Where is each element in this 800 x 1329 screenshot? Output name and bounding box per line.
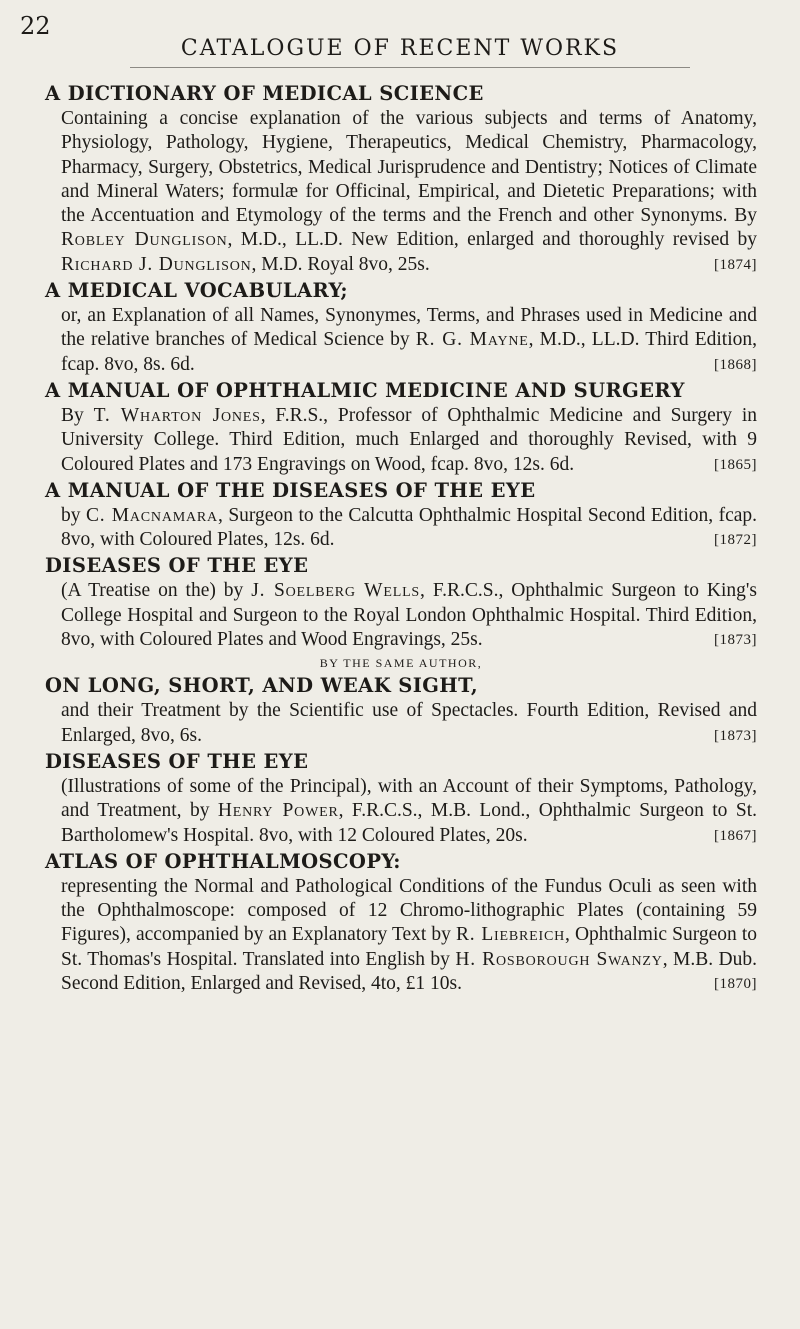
entry-author: J. Soelberg Wells (251, 580, 421, 602)
entry-title: ON LONG, SHORT, AND WEAK SIGHT, (45, 674, 479, 698)
catalogue-entry (45, 80, 757, 277)
entry-text: , M.D., LL.D. New Edition, enlarged and thoroughly revised by (227, 229, 757, 251)
entry-text: representing the Normal and Pathological Conditions of the Fundus Oculi as seen with the Ophthalmoscope: composed of 12 Chromo-lithographic Plates (containing 59 Figures), accompanied by an Explanatory Text by (61, 875, 757, 946)
entry-description (61, 107, 757, 277)
entry-year: [1872] (714, 532, 757, 549)
entry-year: [1873] (714, 632, 757, 649)
catalogue-entry (45, 654, 757, 748)
entry-title: DISEASES OF THE EYE (45, 554, 309, 578)
catalogue-entry (45, 377, 757, 477)
entry-text: , M.D., LL.D. Third Edition, fcap. 8vo, 8s. 6d. (61, 329, 757, 375)
entry-description (61, 699, 757, 748)
entry-text: Containing a concise explanation of the various subjects and terms of Anatomy, Physiology, Pathology, Hygiene, Therapeutics, Medical Chemistry, Pharmacology, Pharmacy, Surgery, Obstetrics, Medical Jurisprudence and Dentistry; Notices of Climate and Mineral Waters; formulæ for Officinal, Empirical, and Dietetic Preparations; with the Accentuation and Etymology of the terms and the French and other Synonyms. By (61, 108, 757, 227)
entry-text: , M.B. Dub. Second Edition, Enlarged and Revised, 4to, £1 10s. (61, 948, 757, 995)
entry-text: , Ophthalmic Surgeon to St. Thomas's Hospital. Translated into English by (61, 924, 757, 970)
entry-text: , F.R.S., Professor of Ophthalmic Medicine and Surgery in University College. Third Edition, much Enlarged and thoroughly Revised, with 9 Coloured Plates and 173 Engravings on Wood, fcap. 8vo, 12s. 6d. (61, 404, 757, 475)
entry-year: [1867] (714, 827, 757, 844)
entry-description (61, 579, 757, 652)
entry-description (61, 775, 757, 848)
entry-title: DISEASES OF THE EYE (45, 749, 309, 773)
catalogue-entries (45, 80, 757, 996)
entry-text: , F.R.C.S., M.B. Lond., Ophthalmic Surgeon to St. Bartholomew's Hospital. 8vo, with 12 Coloured Plates, 20s. (61, 800, 757, 846)
entry-author: H. Rosborough Swanzy (455, 948, 663, 970)
entry-year: [1868] (714, 356, 757, 373)
entry-author: C. Macnamara (85, 504, 218, 526)
entry-text: By (61, 404, 94, 426)
entry-year: [1873] (714, 727, 757, 744)
by-same-author-note: BY THE SAME AUTHOR, (319, 656, 483, 671)
entry-title: A MANUAL OF OPHTHALMIC MEDICINE AND SURGERY (45, 378, 685, 402)
running-head: CATALOGUE OF RECENT WORKS (180, 36, 620, 61)
entry-author: R. Liebreich (455, 924, 566, 946)
entry-year: [1870] (714, 976, 757, 993)
entry-author: Richard J. Dunglison (61, 253, 252, 275)
entry-description (61, 404, 757, 477)
entry-author: R. G. Mayne (415, 329, 529, 351)
entry-text: and their Treatment by the Scientific use of Spectacles. Fourth Edition, Revised and Enlarged, 8vo, 6s. (61, 700, 757, 746)
entry-author: Henry Power (217, 800, 339, 822)
entry-title: ATLAS OF OPHTHALMOSCOPY: (45, 849, 401, 873)
entry-title: A MEDICAL VOCABULARY; (45, 279, 349, 303)
entry-text: (A Treatise on the) by (61, 580, 252, 602)
entry-text: , M.D. Royal 8vo, 25s. (251, 253, 430, 275)
entry-author: T. Wharton Jones (93, 404, 261, 426)
entry-year: [1865] (714, 456, 757, 473)
entry-text: (Illustrations of some of the Principal), with an Account of their Symptoms, Pathology, and Treatment, by (61, 775, 757, 822)
entry-description (61, 875, 757, 996)
entry-title: A MANUAL OF THE DISEASES OF THE EYE (45, 478, 536, 502)
entry-description (61, 304, 757, 377)
catalogue-entry (45, 848, 757, 996)
catalogue-entry (45, 552, 757, 652)
entry-text: , F.R.C.S., Ophthalmic Surgeon to King's College Hospital and Surgeon to the Royal London Ophthalmic Hospital. Third Edition, 8vo, with Coloured Plates and Wood Engravings, 25s. (61, 580, 757, 651)
entry-text: by (61, 504, 86, 526)
catalogue-entry (45, 748, 757, 848)
entry-author: Robley Dunglison (61, 229, 228, 251)
catalogue-entry (45, 477, 757, 553)
entry-title: A DICTIONARY OF MEDICAL SCIENCE (45, 82, 484, 105)
entry-description (61, 504, 757, 553)
catalogue-entry (45, 277, 757, 377)
header-rule (130, 67, 690, 68)
entry-year: [1874] (714, 256, 757, 273)
entry-text: or, an Explanation of all Names, Synonymes, Terms, and Phrases used in Medicine and the relative branches of Medical Science by (61, 305, 757, 351)
page-number: 22 (20, 12, 51, 40)
entry-text: , Surgeon to the Calcutta Ophthalmic Hospital Second Edition, fcap. 8vo, with Coloured Plates, 12s. 6d. (61, 504, 758, 551)
